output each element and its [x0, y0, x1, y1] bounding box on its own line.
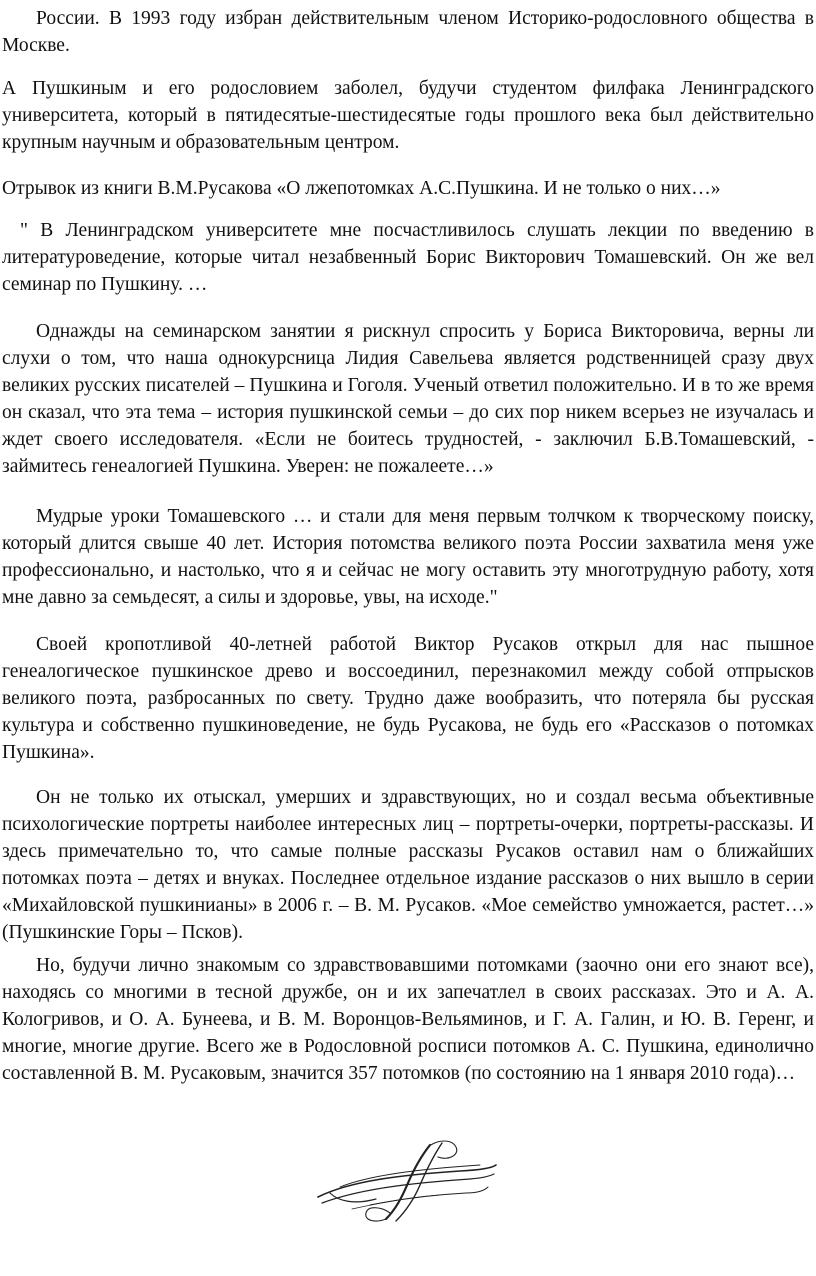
paragraph-9: Но, будучи лично знакомым со здравствовавшими потомками (заочно они его знают все), находясь со многими в тесной дружбе, он и их запечатлел в своих рассказах. Это и А. А. Кологривов, и О. А. Бунеева, и В. М. Воронцов-Вельяминов, и Г. А. Галин, и Ю. В. Геренг, и многие, многие другие. Всего же в Родословной росписи потомков А. С. Пушкина, единолично составленной В. М. Русаковым, значится 357 потомков (по состоянию на 1 января 2010 года)… — [2, 955, 814, 1084]
paragraph-2: А Пушкиным и его родословием заболел, будучи студентом филфака Ленинградского университета, который в пятидесятые-шестидесятые годы прошлого века был действительно крупным научным и образовательным центром. — [2, 78, 814, 153]
paragraph-6: Мудрые уроки Томашевского … и стали для меня первым толчком к творческому поиску, который длится свыше 40 лет. История потомства великого поэта России захватила меня уже профессионально, и настолько, что я и сейчас не могу оставить эту многотрудную работу, хотя мне давно за семьдесят, а силы и здоровье, увы, на исходе." — [2, 506, 814, 608]
paragraph-5: Однажды на семинарском занятии я рискнул спросить у Бориса Викторовича, верны ли слухи о том, что наша однокурсница Лидия Савельева является родственницей сразу двух великих русских писателей – Пушкина и Гоголя. Ученый ответил положительно. И в то же время он сказал, что эта тема – история пушкинской семьи – до сих пор никем всерьез не изучалась и ждет своего исследователя. «Если не боитесь трудностей, - заключил Б.В.Томашевский, - займитесь генеалогией Пушкина. Уверен: не пожалеете…» — [2, 321, 814, 477]
calligraphic-flourish-icon — [310, 1135, 500, 1225]
paragraph-1: России. В 1993 году избран действительным членом Историко-родословного общества в Москве. — [2, 8, 814, 56]
paragraph-3: Отрывок из книги В.М.Русакова «О лжепотомках А.С.Пушкина. И не только о них…» — [2, 178, 721, 199]
paragraph-8: Он не только их отыскал, умерших и здравствующих, но и создал весьма объективные психологические портреты наиболее интересных лиц – портреты-очерки, портреты-рассказы. И здесь примечательно то, что самые полные рассказы Русаков оставил нам о ближайших потомках поэта – детях и внуках. Последнее отдельное издание рассказов о них вышло в серии «Михайловской пушкинианы» в 2006 г. – В. М. Русаков. «Мое семейство умножается, растет…» (Пушкинские Горы – Псков). — [2, 787, 814, 943]
paragraph-4: " В Ленинградском университете мне посчастливилось слушать лекции по введению в литературоведение, которые читал незабвенный Борис Викторович Томашевский. Он же вел семинар по Пушкину. … — [2, 220, 814, 295]
paragraph-7: Своей кропотливой 40-летней работой Виктор Русаков открыл для нас пышное генеалогическое пушкинское древо и воссоединил, перезнакомил между собой отпрысков великого поэта, разбросанных по свету. Трудно даже вообразить, что потеряла бы русская культура и собственно пушкиноведение, не будь Русакова, не будь его «Рассказов о потомках Пушкина». — [2, 634, 814, 763]
